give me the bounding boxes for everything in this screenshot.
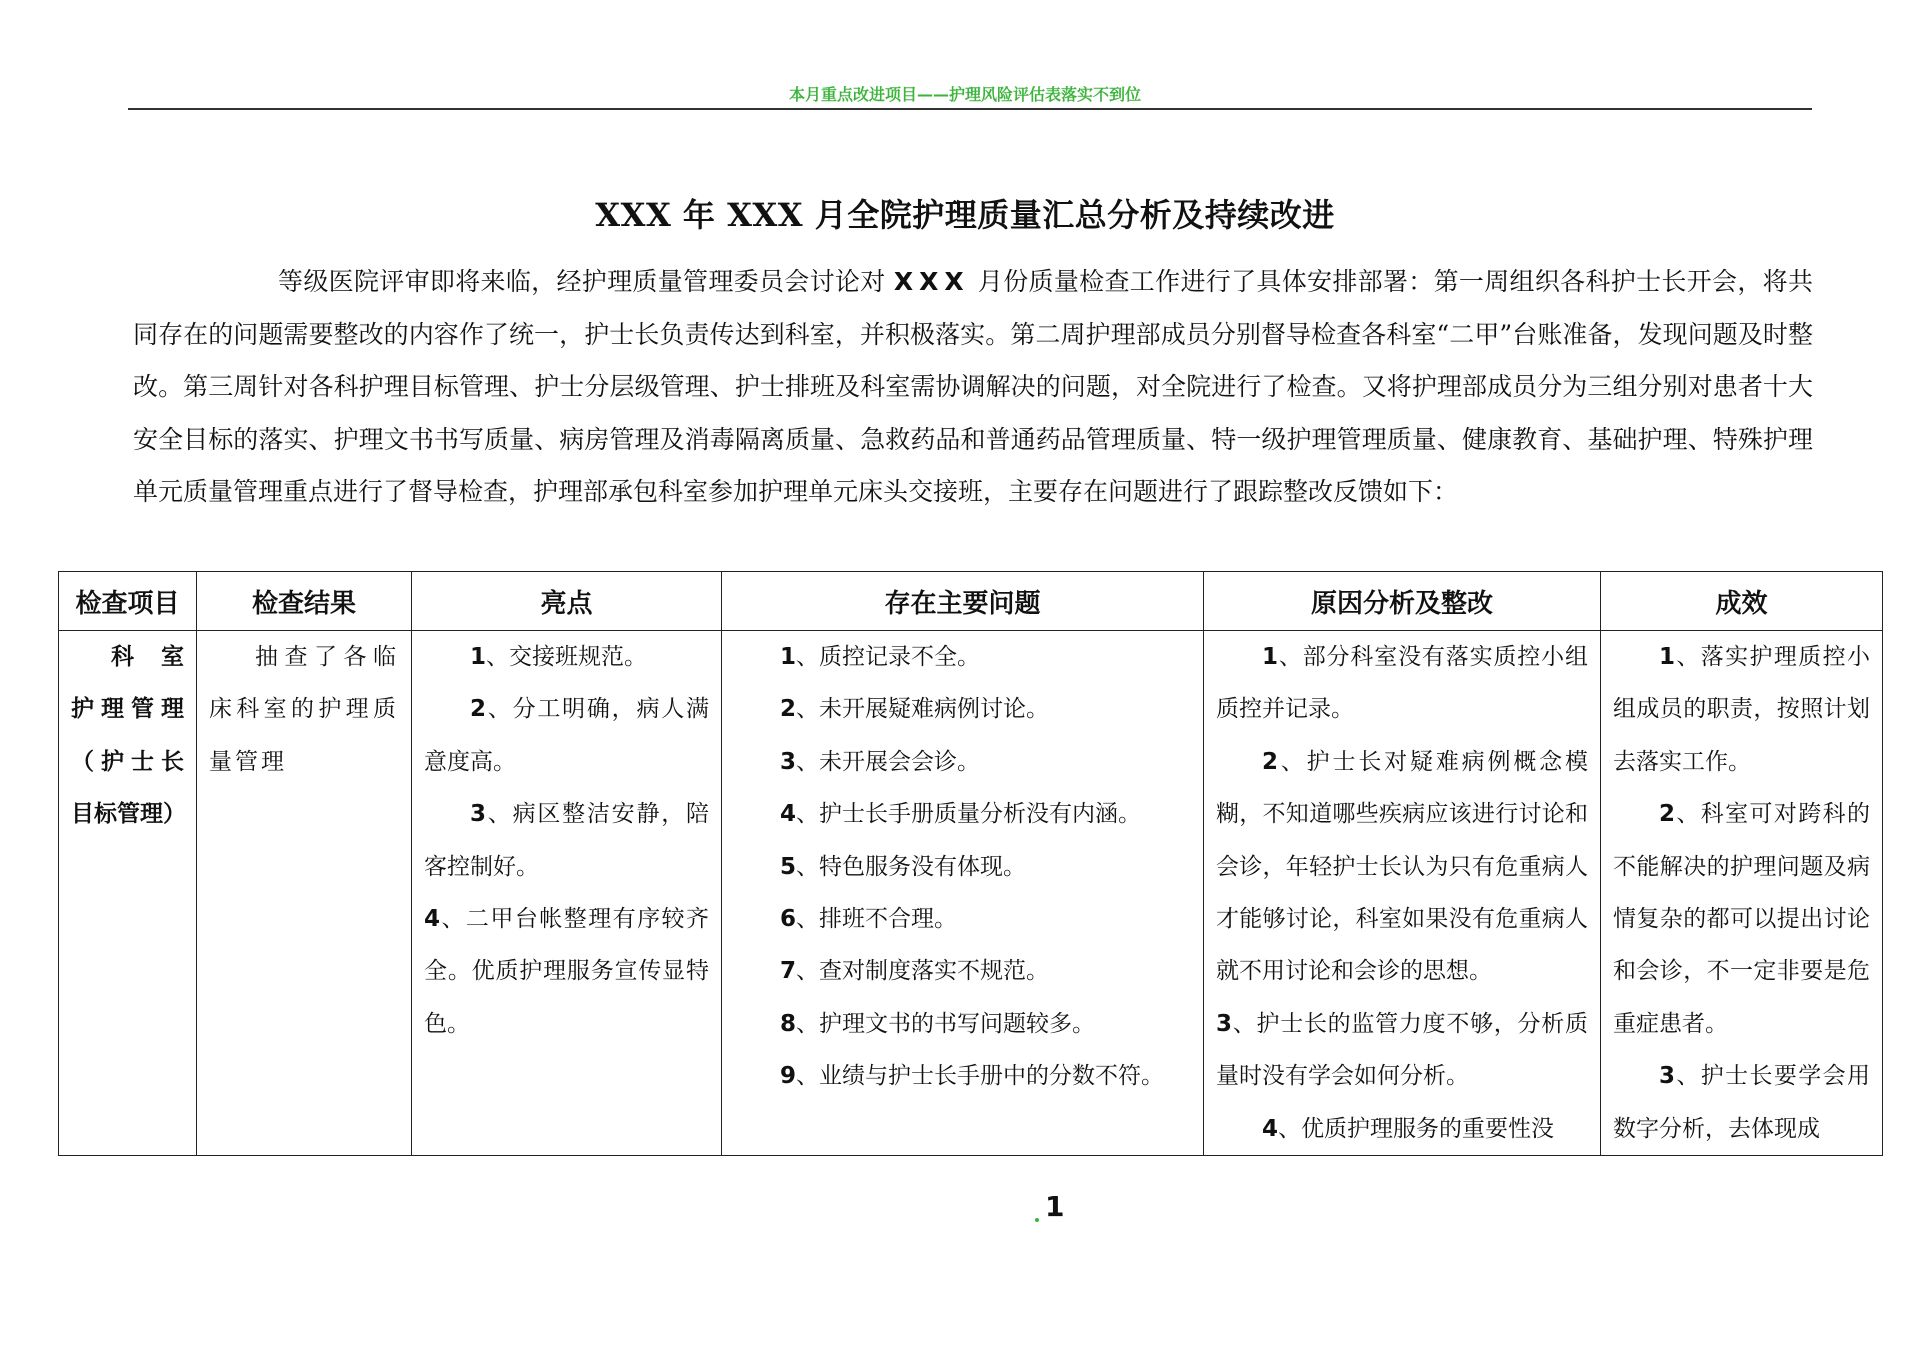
list-item	[424, 893, 709, 1050]
item-number: 6	[780, 906, 797, 933]
item-text: 、质控记录不全。	[796, 644, 981, 670]
item-text: 、优质护理服务的重要性没	[1278, 1115, 1555, 1142]
item-text: 、护士长的监管力度不够，分析质量时没有学会如何分析。	[1216, 1010, 1588, 1090]
item-number: 4	[1262, 1115, 1279, 1142]
item-text: 、未开展疑难病例讨论。	[796, 696, 1050, 723]
header-divider	[128, 108, 1812, 110]
item-number: 4	[780, 801, 797, 828]
column-header-highlights: 亮点	[412, 572, 722, 631]
page-number: 1	[1045, 1190, 1065, 1223]
list-item	[1613, 788, 1870, 1050]
check-item-line: 护理管理	[71, 696, 184, 723]
item-number: 5	[780, 853, 797, 880]
list-item	[1216, 1103, 1588, 1155]
intro-text-rest: 月份质量检查工作进行了具体安排部署：第一周组织各科护士长开会，将共同存在的问题需要整改的内容作了统一，护士长负责传达到科室，并积极落实。第二周护理部成员分别督导检查各科室“二甲”台账准备，发现问题及时整改。第三周针对各科护理目标管理、护士分层级管理、护士排班及科室需协调解决的问题，对全院进行了检查。又将护理部成员分为三组分别对患者十大安全目标的落实、护理文书书写质量、病房管理及消毒隔离质量、急救药品和普通药品管理质量、特一级护理管理质量、健康教育、基础护理、特殊护理单元质量管理重点进行了督导检查，护理部承包科室参加护理单元床头交接班，主要存在问题进行了跟踪整改反馈如下：	[133, 267, 1813, 506]
column-header-analysis: 原因分析及整改	[1204, 572, 1601, 631]
header-note: 本月重点改进项目——护理风险评估表落实不到位	[788, 85, 1141, 104]
item-number: 2	[470, 696, 487, 723]
item-text: 、病区整洁安静，陪客控制好。	[424, 801, 709, 880]
check-item-line: 科 室	[111, 644, 184, 670]
item-number: 9	[780, 1063, 797, 1090]
item-number: 3	[780, 748, 797, 775]
item-number: 1	[1262, 644, 1279, 670]
item-text: 、护理文书的书写问题较多。	[796, 1010, 1096, 1037]
list-item	[734, 998, 1191, 1050]
item-number: 3	[1216, 1010, 1233, 1037]
item-text: 、查对制度落实不规范。	[796, 958, 1050, 985]
item-text: 、护士长对疑难病例概念模糊，不知道哪些疾病应该进行讨论和会诊，年轻护士长认为只有危重病人才能够讨论，科室如果没有危重病人就不用讨论和会诊的思想。	[1216, 748, 1588, 985]
cell-highlights	[412, 631, 722, 1156]
check-result-text: 抽查了各临床科室的护理质量管理	[209, 644, 399, 775]
item-number: 2	[780, 696, 797, 723]
item-text: 、二甲台帐整理有序较齐全。优质护理服务宣传显特色。	[424, 906, 709, 1037]
item-number: 3	[470, 801, 487, 828]
item-number: 4	[424, 906, 441, 933]
list-item	[734, 683, 1191, 735]
check-item-line: 目标管理）	[71, 801, 186, 828]
column-header-result: 检查结果	[197, 572, 412, 631]
item-text: 、业绩与护士长手册中的分数不符。	[796, 1063, 1165, 1090]
list-item	[424, 788, 709, 893]
item-text: 、部分科室没有落实质控小组质控并记录。	[1216, 644, 1588, 723]
item-text: 、科室可对跨科的不能解决的护理问题及病情复杂的都可以提出讨论和会诊，不一定非要是危重症患者。	[1613, 801, 1870, 1037]
item-text: 、特色服务没有体现。	[796, 853, 1027, 880]
list-item	[734, 736, 1191, 788]
item-number: 1	[1659, 644, 1676, 670]
check-item-line: （护士长	[71, 748, 184, 775]
item-number: 2	[1262, 748, 1279, 775]
item-number: 3	[1659, 1063, 1676, 1090]
intro-paragraph	[133, 256, 1813, 519]
intro-text-start: 等级医院评审即将来临，经护理质量管理委员会讨论对	[278, 267, 894, 296]
column-header-problems: 存在主要问题	[722, 572, 1204, 631]
list-item	[734, 945, 1191, 997]
cell-analysis	[1204, 631, 1601, 1156]
list-item	[1613, 631, 1870, 788]
item-number: 2	[1659, 801, 1676, 828]
item-number: 1	[780, 644, 797, 670]
list-item	[1613, 1050, 1870, 1155]
list-item	[734, 841, 1191, 893]
page-number-marker	[1035, 1218, 1039, 1222]
column-header-item: 检查项目	[59, 572, 197, 631]
item-text: 、交接班规范。	[486, 644, 648, 670]
item-number: 1	[470, 644, 487, 670]
item-text: 、排班不合理。	[796, 906, 958, 933]
item-number: 8	[780, 1010, 797, 1037]
cell-check-result	[197, 631, 412, 1156]
column-header-effects: 成效	[1601, 572, 1883, 631]
item-number: 7	[780, 958, 797, 985]
cell-effects	[1601, 631, 1883, 1156]
quality-summary-table	[58, 571, 1883, 1156]
list-item	[1216, 736, 1588, 998]
item-text: 、护士长要学会用数字分析，去体现成	[1613, 1063, 1870, 1142]
document-title: XXX 年 XXX 月全院护理质量汇总分析及持续改进	[595, 196, 1335, 234]
list-item	[734, 788, 1191, 840]
item-text: 、护士长手册质量分析没有内涵。	[796, 801, 1142, 828]
list-item	[734, 893, 1191, 945]
list-item	[424, 683, 709, 788]
intro-month-placeholder: XXX	[893, 267, 970, 296]
cell-check-item	[59, 631, 197, 1156]
table-row	[59, 631, 1883, 1156]
item-text: 、落实护理质控小组成员的职责，按照计划去落实工作。	[1613, 644, 1870, 775]
table-header-row	[59, 572, 1883, 631]
list-item	[1216, 631, 1588, 736]
item-text: 、未开展会会诊。	[796, 748, 981, 775]
cell-problems	[722, 631, 1204, 1156]
list-item	[734, 631, 1191, 683]
list-item	[734, 1050, 1191, 1102]
list-item	[1216, 998, 1588, 1103]
item-text: 、分工明确，病人满意度高。	[424, 696, 709, 775]
list-item	[424, 631, 709, 683]
